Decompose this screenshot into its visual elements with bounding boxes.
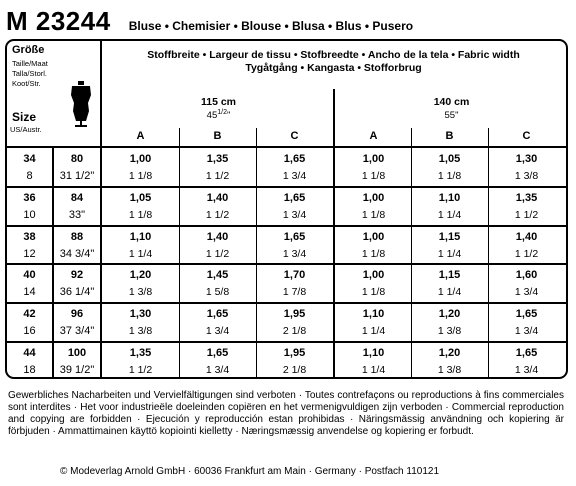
yardage-meters: 1,45	[206, 269, 229, 282]
yardage-meters: 1,70	[283, 269, 306, 282]
row-divider	[7, 341, 566, 343]
garment-names: Bluse • Chemisier • Blouse • Blusa • Blus • Pusero	[128, 19, 414, 33]
yardage-yards: 1 1/4	[437, 286, 462, 299]
yardage-meters: 1,00	[362, 230, 385, 243]
yardage-yards: 1 3/4	[205, 325, 230, 338]
size-us: 8	[26, 170, 33, 182]
fabric-width-title	[102, 49, 565, 75]
size-eu: 36	[23, 191, 36, 204]
fabric-width-title-line1: Stoffbreite • Largeur de tissu • Stofbreedte • Ancho de la tela • Fabric width	[147, 49, 520, 61]
yardage-yards: 1 1/2	[514, 208, 539, 221]
yardage-yards: 1 1/8	[128, 208, 153, 221]
yardage-meters: 1,40	[206, 191, 229, 204]
divider-column	[256, 128, 257, 379]
size-eu: 42	[23, 308, 36, 321]
yardage-table	[5, 39, 568, 379]
size-label: Size	[12, 110, 37, 124]
size-us: 10	[23, 208, 36, 221]
bust-cm: 100	[67, 347, 87, 359]
yardage-meters: 1,65	[515, 308, 538, 321]
bust-inches: 36 1/4"	[59, 286, 95, 299]
size-header	[7, 41, 102, 148]
bust-inches: 31 1/2"	[59, 170, 95, 182]
yardage-meters: 1,95	[283, 308, 306, 321]
size-eu: 34	[23, 153, 36, 165]
yardage-yards: 1 3/4	[282, 208, 307, 221]
yardage-meters: 1,15	[438, 269, 461, 282]
size-eu: 40	[23, 269, 36, 282]
yardage-yards: 1 1/4	[128, 247, 153, 260]
size-us-label: US/Austr.	[10, 125, 42, 134]
yardage-meters: 1,65	[283, 230, 306, 243]
yardage-yards: 1 1/8	[128, 170, 153, 182]
yardage-meters: 1,65	[515, 347, 538, 359]
yardage-meters: 1,65	[283, 153, 306, 165]
divider-width-groups	[333, 89, 335, 379]
column-header: C	[522, 130, 531, 142]
yardage-yards: 1 5/8	[205, 286, 230, 299]
yardage-meters: 1,20	[129, 269, 152, 282]
yardage-yards: 1 1/2	[514, 247, 539, 260]
header-rule	[7, 146, 566, 148]
width-inches: $45^{1/2}$"	[206, 109, 231, 122]
divider-column	[488, 128, 489, 379]
size-eu: 38	[23, 230, 36, 243]
yardage-meters: 1,00	[362, 191, 385, 204]
yardage-yards: 1 3/4	[205, 364, 230, 376]
yardage-yards: 1 1/4	[437, 247, 462, 260]
yardage-meters: 1,10	[362, 347, 385, 359]
yardage-meters: 1,00	[362, 153, 385, 165]
column-header: A	[136, 130, 145, 142]
yardage-meters: 1,60	[515, 269, 538, 282]
yardage-meters: 1,65	[206, 308, 229, 321]
bust-cm: 96	[70, 308, 84, 321]
yardage-yards: 1 3/8	[128, 286, 153, 299]
yardage-yards: 1 1/2	[205, 170, 230, 182]
divider-size	[52, 148, 54, 379]
yardage-yards: 1 1/2	[205, 247, 230, 260]
yardage-meters: 1,05	[438, 153, 461, 165]
row-divider	[7, 302, 566, 304]
yardage-meters: 1,10	[362, 308, 385, 321]
page-header	[6, 6, 413, 36]
divider-column	[179, 128, 180, 379]
width-cm: 115 cm	[200, 96, 237, 108]
column-header: C	[290, 130, 299, 142]
size-subtitle: Koot/Str.	[12, 79, 41, 88]
yardage-yards: 1 3/8	[437, 325, 462, 338]
yardage-meters: 1,20	[438, 308, 461, 321]
yardage-meters: 1,30	[515, 153, 538, 165]
yardage-meters: 1,40	[515, 230, 538, 243]
publisher-footer: © Modeverlag Arnold GmbH · 60036 Frankfurt am Main · Germany · Postfach 110121	[60, 466, 440, 477]
bust-cm: 84	[70, 191, 84, 204]
bust-inches: 37 3/4"	[59, 325, 95, 338]
yardage-meters: 1,65	[206, 347, 229, 359]
yardage-meters: 1,95	[283, 347, 306, 359]
yardage-yards: 1 3/4	[282, 247, 307, 260]
size-us: 12	[23, 247, 36, 260]
yardage-meters: 1,00	[362, 269, 385, 282]
width-inches: 55"	[444, 110, 459, 122]
yardage-yards: 2 1/8	[282, 364, 307, 376]
size-subtitle: Taille/Maat	[12, 59, 48, 68]
yardage-meters: 1,65	[283, 191, 306, 204]
size-eu: 44	[23, 347, 36, 359]
bust-inches: 39 1/2"	[59, 364, 95, 376]
bust-cm: 92	[70, 269, 84, 282]
column-header: A	[369, 130, 378, 142]
row-divider	[7, 186, 566, 188]
yardage-meters: 1,15	[438, 230, 461, 243]
yardage-yards: 1 3/4	[514, 364, 539, 376]
width-group-115	[102, 96, 335, 121]
row-divider	[7, 225, 566, 227]
fabric-width-title-line2: Tygåtgång • Kangasta • Stofforbrug	[245, 62, 422, 74]
yardage-yards: 1 1/4	[437, 208, 462, 221]
column-header: B	[445, 130, 454, 142]
size-us: 18	[23, 364, 36, 376]
yardage-meters: 1,10	[129, 230, 152, 243]
yardage-yards: 1 1/2	[205, 208, 230, 221]
yardage-yards: 1 1/2	[128, 364, 153, 376]
yardage-yards: 1 1/4	[361, 364, 386, 376]
yardage-yards: 1 3/8	[437, 364, 462, 376]
bust-inches: 33"	[68, 208, 86, 221]
yardage-meters: 1,20	[438, 347, 461, 359]
yardage-yards: 1 1/8	[437, 170, 462, 182]
yardage-meters: 1,40	[206, 230, 229, 243]
yardage-yards: 1 1/8	[361, 286, 386, 299]
yardage-meters: 1,35	[129, 347, 152, 359]
yardage-yards: 1 1/8	[361, 170, 386, 182]
divider-measure	[100, 41, 102, 377]
yardage-yards: 1 7/8	[282, 286, 307, 299]
yardage-meters: 1,10	[438, 191, 461, 204]
yardage-meters: 1,35	[515, 191, 538, 204]
size-title: Größe	[12, 44, 45, 56]
yardage-yards: 2 1/8	[282, 325, 307, 338]
column-header: B	[213, 130, 222, 142]
divider-column	[411, 128, 412, 379]
yardage-yards: 1 3/4	[282, 170, 307, 182]
yardage-meters: 1,35	[206, 153, 229, 165]
legal-notice: Gewerbliches Nacharbeiten und Vervielfältigungen sind verboten · Toutes contrefaçons ou reproductions à fins commerciales sont interdites · Het voor industrieële doeleinden copiëren en het vermenigvuldigen zijn verboden · Commercial reproduction and copying are forbidden · Ejecución y reproducción estan prohibidas · Näringsmässig användning och kopiering är förbjuden · Ammattimainen käyttö kopiointi kielletty · Næringsmæssig anvendelse og kopiering er forbudt.	[8, 390, 564, 437]
dress-form-icon	[69, 81, 93, 127]
yardage-yards: 1 1/4	[361, 325, 386, 338]
yardage-meters: 1,00	[129, 153, 152, 165]
yardage-yards: 1 1/8	[361, 208, 386, 221]
bust-cm: 88	[70, 230, 84, 243]
row-divider	[7, 263, 566, 265]
yardage-yards: 1 3/8	[128, 325, 153, 338]
size-us: 16	[23, 325, 36, 338]
yardage-yards: 1 3/8	[514, 170, 539, 182]
width-group-140	[335, 96, 568, 121]
bust-cm: 80	[70, 153, 84, 165]
yardage-meters: 1,30	[129, 308, 152, 321]
size-us: 14	[23, 286, 36, 299]
yardage-yards: 1 1/8	[361, 247, 386, 260]
yardage-yards: 1 3/4	[514, 325, 539, 338]
yardage-yards: 1 3/4	[514, 286, 539, 299]
width-cm: 140 cm	[433, 96, 470, 108]
size-subtitle: Talla/Storl.	[12, 69, 48, 78]
bust-inches: 34 3/4"	[59, 247, 95, 260]
pattern-number: M 23244	[6, 6, 111, 36]
yardage-meters: 1,05	[129, 191, 152, 204]
